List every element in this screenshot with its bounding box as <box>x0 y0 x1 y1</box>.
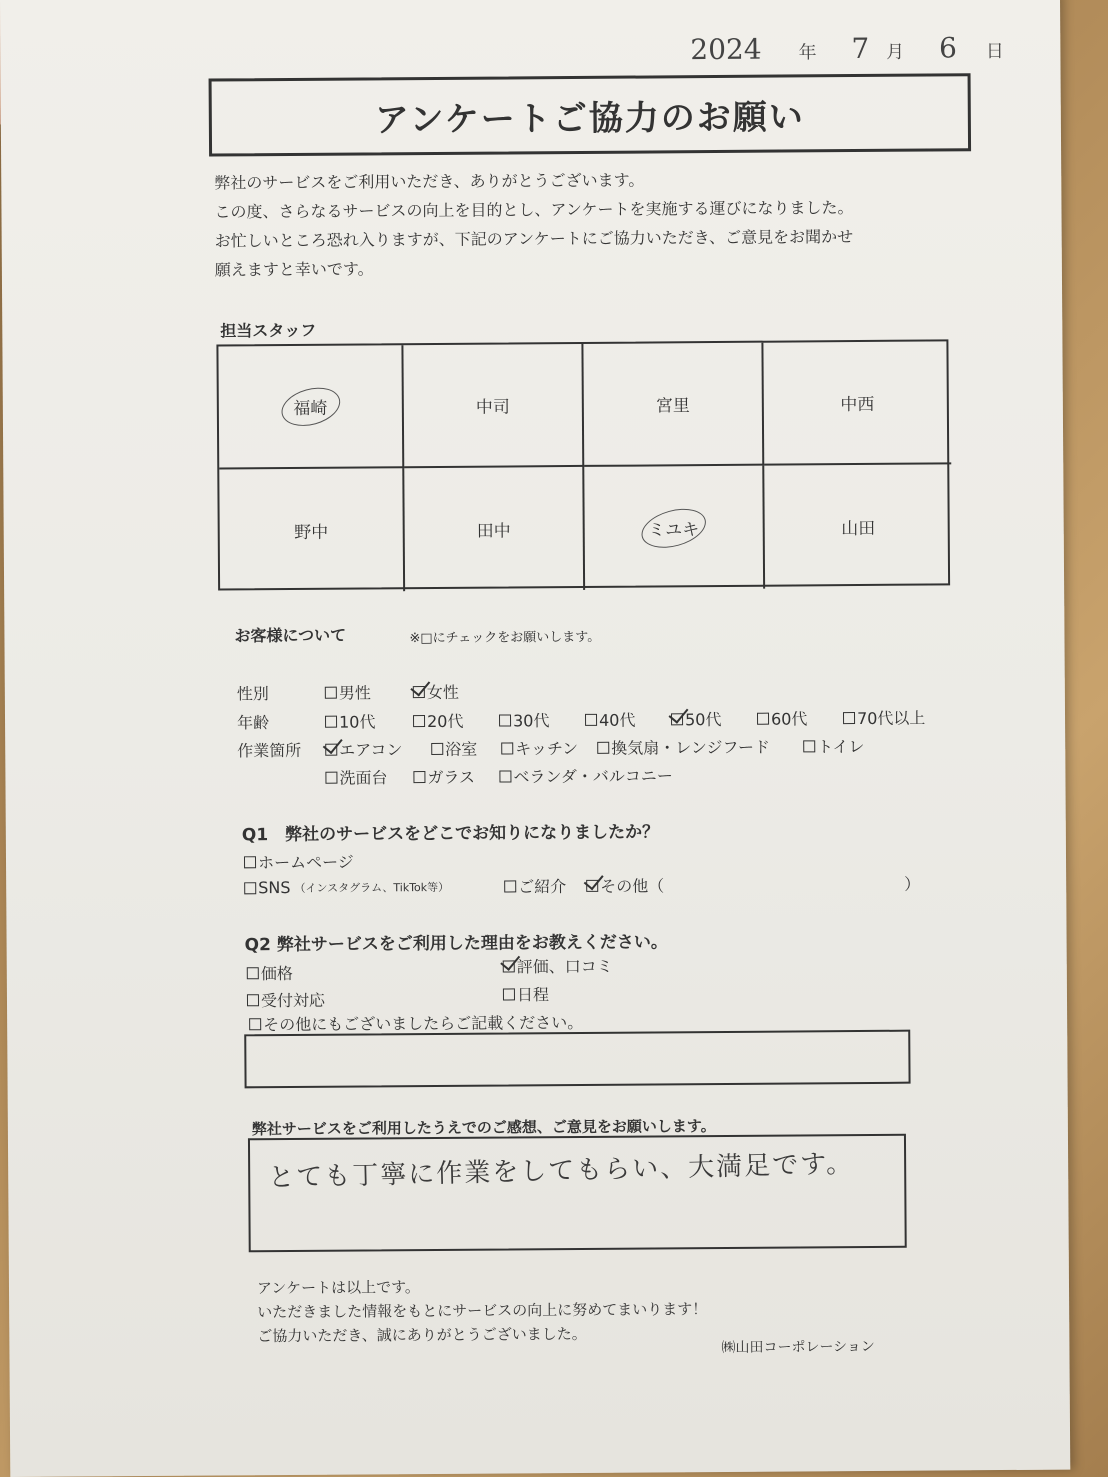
date-day: 6 <box>938 31 958 65</box>
option-label: ご紹介 <box>518 877 567 897</box>
option-label: 30代 <box>512 711 550 731</box>
gender-option-female[interactable] <box>413 680 459 703</box>
staff-cell[interactable] <box>218 345 404 469</box>
feedback-field[interactable] <box>248 1134 907 1253</box>
option-label: 浴室 <box>445 739 478 759</box>
intro-text <box>214 163 935 284</box>
option-label: その他にもございましたらご記載ください。 <box>263 1012 584 1035</box>
gender-row <box>237 680 459 705</box>
checkbox[interactable] <box>843 712 855 724</box>
staff-name: 福崎 <box>293 398 328 419</box>
q1-question: Q1 弊社のサービスをどこでお知りになりましたか？ <box>241 822 660 846</box>
q2-option-schedule[interactable] <box>503 982 549 1005</box>
age-option[interactable] <box>757 706 843 730</box>
checkbox[interactable] <box>499 770 511 782</box>
date <box>690 31 1004 66</box>
staff-circle-mark <box>277 381 344 432</box>
outro-line: アンケートは以上です。 <box>256 1278 420 1298</box>
area-option[interactable] <box>803 734 864 757</box>
area-option[interactable] <box>431 737 501 760</box>
checkbox[interactable] <box>504 880 516 892</box>
area-option[interactable] <box>325 765 413 789</box>
intro-line: 弊社のサービスをご利用いただき、ありがとうございます。 <box>214 170 645 193</box>
company-name: ㈱山田コーポレーション <box>721 1338 875 1356</box>
checkbox[interactable] <box>757 712 769 724</box>
checkbox[interactable] <box>803 740 815 752</box>
option-label: ガラス <box>427 767 476 788</box>
area-option[interactable] <box>501 736 597 760</box>
option-label: 50代 <box>684 709 722 730</box>
area-option[interactable] <box>597 734 803 758</box>
staff-cell[interactable] <box>763 341 951 465</box>
checkbox[interactable] <box>597 741 609 753</box>
checkbox[interactable] <box>249 1018 261 1030</box>
checkbox[interactable] <box>247 967 259 979</box>
q2-option-price[interactable] <box>247 961 293 984</box>
option-label: 40代 <box>598 710 636 730</box>
age-label: 年齢 <box>236 713 270 733</box>
feedback-label: 弊社サービスをご利用したうえでのご感想、ご意見をお願いします。 <box>251 1117 716 1139</box>
date-day-label: 日 <box>985 40 1004 63</box>
checkbox[interactable] <box>503 988 515 1000</box>
date-month: 7 <box>851 31 870 66</box>
intro-line: この度、さらなるサービスの向上を目的とし、アンケートを実施する運びになりました。 <box>214 198 854 222</box>
staff-cell[interactable] <box>404 467 585 591</box>
age-option[interactable] <box>499 708 585 732</box>
q1-other-close: ） <box>904 874 921 894</box>
staff-cell[interactable] <box>219 468 405 592</box>
staff-cell[interactable] <box>584 466 765 590</box>
intro-line: お忙しいところ恐れ入りますが、下記のアンケートにご協力いただき、ご意見をお聞かせ <box>214 227 854 251</box>
q1-option-sns[interactable] <box>244 877 449 897</box>
checkbox[interactable] <box>501 742 513 754</box>
option-label: SNS <box>258 877 291 898</box>
q2-other-field[interactable] <box>244 1030 910 1089</box>
q2-option-reception[interactable] <box>247 988 325 1012</box>
checkbox[interactable] <box>325 771 337 783</box>
checkbox[interactable] <box>431 742 443 754</box>
page-title: アンケートご協力のお願い <box>209 73 972 156</box>
staff-name: 田中 <box>476 521 511 542</box>
staff-name: 中司 <box>475 397 510 418</box>
checkbox-checked[interactable] <box>325 743 337 755</box>
age-option[interactable] <box>671 707 757 731</box>
age-row <box>237 706 926 734</box>
customer-note: ※□にチェックをお願いします。 <box>409 629 601 647</box>
option-label: 換気扇・レンジフード <box>611 737 771 758</box>
checkbox-checked[interactable] <box>503 960 515 972</box>
outro-text <box>257 1273 708 1348</box>
feedback-answer: とても丁寧に作業をしてもらい、大満足です。 <box>267 1148 855 1194</box>
checkbox[interactable] <box>325 686 337 698</box>
gender-label: 性別 <box>236 684 269 704</box>
area-label: 作業箇所 <box>237 740 302 761</box>
q1-option-other[interactable] <box>586 873 664 897</box>
age-option[interactable] <box>843 706 926 730</box>
q2-question: Q2 弊社サービスをご利用した理由をお教えください。 <box>244 932 668 956</box>
option-label: 10代 <box>338 712 376 732</box>
checkbox[interactable] <box>499 714 511 726</box>
option-label: エアコン <box>339 740 403 760</box>
option-label: トイレ <box>817 736 865 757</box>
staff-circle-mark <box>637 502 710 554</box>
option-label: 70代以上 <box>856 708 926 729</box>
staff-name: 宮里 <box>655 396 690 417</box>
age-option[interactable] <box>413 709 499 733</box>
option-label: 60代 <box>770 709 808 729</box>
age-option[interactable] <box>585 707 671 731</box>
option-label: ホームページ <box>257 852 354 873</box>
customer-label: お客様について <box>234 625 347 646</box>
staff-name: ミユキ <box>648 520 700 541</box>
checkbox[interactable] <box>325 715 337 727</box>
checkbox[interactable] <box>413 771 425 783</box>
option-label: 女性 <box>426 682 459 703</box>
staff-label: 担当スタッフ <box>220 320 317 341</box>
checkbox[interactable] <box>413 715 425 727</box>
outro-line: ご協力いただき、誠にありがとうございました。 <box>257 1324 587 1346</box>
checkbox[interactable] <box>244 856 256 868</box>
staff-name: 山田 <box>841 518 876 540</box>
date-month-label: 月 <box>886 41 905 63</box>
staff-cell[interactable] <box>583 343 764 467</box>
q1-option-referral[interactable] <box>504 874 566 897</box>
staff-name: 野中 <box>294 522 329 543</box>
checkbox-checked[interactable] <box>413 686 425 698</box>
option-label: キッチン <box>515 738 579 759</box>
option-label: 日程 <box>516 985 550 1005</box>
gender-option-male[interactable] <box>325 680 413 704</box>
date-year: 2024 <box>690 32 762 67</box>
area-option[interactable] <box>499 763 673 787</box>
date-year-label: 年 <box>798 42 817 64</box>
checkbox[interactable] <box>585 713 597 725</box>
staff-cell[interactable] <box>403 344 584 468</box>
age-option[interactable] <box>325 709 413 733</box>
staff-name: 中西 <box>840 394 875 416</box>
area-option[interactable] <box>413 765 499 789</box>
intro-line: 願えますと幸いです。 <box>214 259 374 280</box>
q1-option-homepage[interactable] <box>244 850 354 874</box>
option-label: 男性 <box>338 683 371 703</box>
checkbox[interactable] <box>244 882 256 894</box>
checkbox[interactable] <box>247 994 259 1006</box>
option-note: （インスタグラム、TikTok等） <box>294 880 450 895</box>
staff-cell[interactable] <box>764 464 952 588</box>
q2-option-review[interactable] <box>503 954 613 978</box>
option-label: ベランダ・バルコニー <box>513 766 673 787</box>
area-row-2 <box>325 763 673 788</box>
checkbox-checked[interactable] <box>586 879 598 891</box>
staff-grid <box>216 339 950 590</box>
outro-line: いただきました情報をもとにサービスの向上に努めてまいります！ <box>257 1300 708 1322</box>
option-label: 洗面台 <box>339 768 388 788</box>
area-row-1 <box>237 734 864 761</box>
option-label: その他（ <box>600 876 665 896</box>
option-label: 価格 <box>260 963 293 984</box>
option-label: 評価、口コミ <box>516 956 613 977</box>
option-label: 受付対応 <box>260 990 326 1011</box>
area-option[interactable] <box>325 737 431 761</box>
option-label: 20代 <box>426 711 464 732</box>
checkbox-checked[interactable] <box>671 713 683 725</box>
